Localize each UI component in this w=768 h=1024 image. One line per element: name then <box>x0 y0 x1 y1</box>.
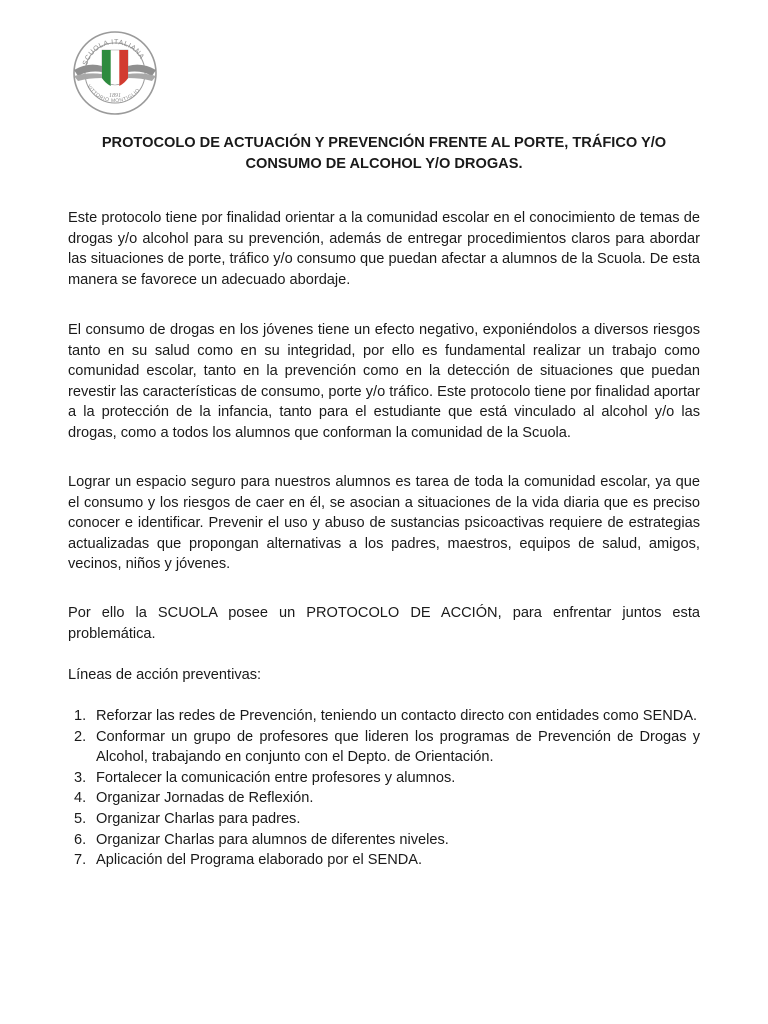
list-item-text: Fortalecer la comunicación entre profesores y alumnos. <box>96 769 456 786</box>
list-item-number: 3. <box>74 769 87 786</box>
list-item <box>68 788 700 809</box>
list-item <box>68 809 700 830</box>
school-logo <box>66 26 164 120</box>
svg-text:1891: 1891 <box>109 93 121 99</box>
list-heading: Líneas de acción preventivas: <box>68 667 262 683</box>
document-title: PROTOCOLO DE ACTUACIÓN Y PREVENCIÓN FRENTE AL PORTE, TRÁFICO Y/O CONSUMO DE ALCOHOL Y/O DROGAS. <box>101 135 667 172</box>
paragraph-intro: Este protocolo tiene por finalidad orientar a la comunidad escolar en el conocimiento de temas de drogas y/o alcohol para su prevención, además de entregar procedimientos claros para abordar las situaciones de porte, tráfico y/o consumo que puedan afectar a alumnos de la Scuola. De esta manera se favorece un adecuado abordaje. <box>68 210 700 288</box>
list-item-number: 5. <box>74 810 87 827</box>
list-item-text: Organizar Jornadas de Reflexión. <box>96 790 314 807</box>
preventive-actions-list <box>68 706 700 871</box>
list-item-number: 1. <box>74 708 87 724</box>
list-item-text: Organizar Charlas para padres. <box>96 810 301 827</box>
list-item-text: Aplicación del Programa elaborado por el SENDA. <box>96 852 423 869</box>
list-item-number: 7. <box>74 852 87 869</box>
list-item-number: 4. <box>74 790 87 807</box>
paragraph-drug-effects: El consumo de drogas en los jóvenes tiene un efecto negativo, exponiéndolos a diversos riesgos tanto en su salud como en su integridad, por ello es fundamental realizar un trabajo como comunidad escolar, tanto en la prevención como en la detección de situaciones que puedan revestir las características de consumo, porte y/o tráfico. Este protocolo tiene por finalidad aportar a la protección de la infancia, tanto para el estudiante que está vinculado al alcohol y/o las drogas, como a todos los alumnos que conforman la comunidad de la Scuola. <box>68 322 700 441</box>
list-item-text: Conformar un grupo de profesores que lideren los programas de Prevención de Drogas y Alcohol, trabajando en conjunto con el Depto. de Orientación. <box>96 728 700 766</box>
paragraph-safe-space: Lograr un espacio seguro para nuestros alumnos es tarea de toda la comunidad escolar, ya que el consumo y los riesgos de caer en él, se asocian a situaciones de la vida diaria que es preciso conocer e identificar. Prevenir el uso y abuso de sustancias psicoactivas requiere de estrategias actualizadas que propongan alternativas a los padres, maestros, equipos de salud, amigos, vecinos, niños y jóvenes. <box>68 474 700 573</box>
list-item-text: Organizar Charlas para alumnos de diferentes niveles. <box>96 831 449 848</box>
list-item <box>68 706 700 727</box>
list-item <box>68 830 700 851</box>
list-item <box>68 768 700 789</box>
svg-text:SCUOLA ITALIANA: SCUOLA ITALIANA <box>82 38 146 67</box>
list-item <box>68 727 700 768</box>
list-item-number: 6. <box>74 831 87 848</box>
school-logo-emblem <box>66 26 164 120</box>
paragraph-protocol: Por ello la SCUOLA posee un PROTOCOLO DE ACCIÓN, para enfrentar juntos esta problemática. <box>68 605 700 642</box>
list-item-text: Reforzar las redes de Prevención, teniendo un contacto directo con entidades como SENDA. <box>96 708 698 724</box>
svg-text:VITTORIO MONTIGLIO: VITTORIO MONTIGLIO <box>85 83 142 105</box>
list-item <box>68 850 700 871</box>
list-item-number: 2. <box>74 728 87 745</box>
